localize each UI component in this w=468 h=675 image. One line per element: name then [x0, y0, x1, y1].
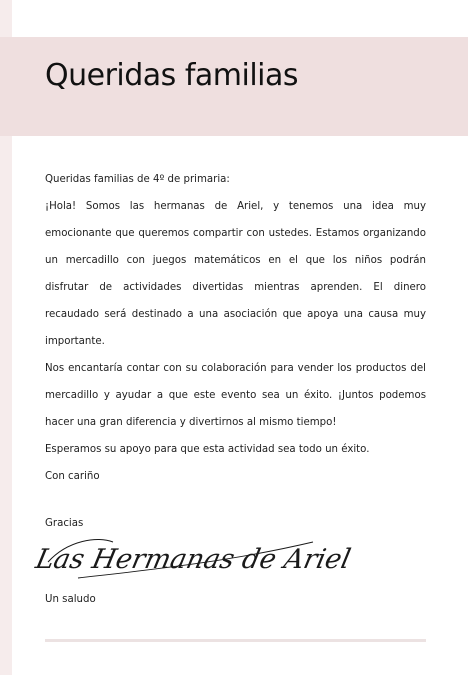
signature-text: Las Hermanas de Ariel [32, 544, 354, 575]
letter-paragraph-1: ¡Hola! Somos las hermanas de Ariel, y tenemos una idea muy emocionante que queremos compartir con ustedes. Estamos organizando un mercadillo con juegos matemáticos en el que los niños podrán disfrutar de actividades divertidas mientras aprenden. El dinero recaudado será destinado a una asociación que apoya una causa muy importante. [45, 201, 426, 347]
footer-divider [45, 639, 426, 642]
signature-graphic [32, 532, 354, 582]
letter-greeting: Queridas familias de 4º de primaria: [45, 174, 230, 185]
closing-farewell: Un saludo [45, 594, 96, 605]
handwritten-signature [32, 532, 354, 582]
page-title: Queridas familias [45, 58, 299, 93]
letter-body [45, 166, 426, 490]
letter-sign-off: Con cariño [45, 471, 100, 482]
letter-paragraph-2: Nos encantaría contar con su colaboración para vender los productos del mercadillo y ayudar a que este evento sea un éxito. ¡Juntos podemos hacer una gran diferencia y divertirnos al mismo tiempo! [45, 363, 426, 428]
closing-thanks: Gracias [45, 518, 84, 529]
letter-paragraph-3: Esperamos su apoyo para que esta actividad sea todo un éxito. [45, 444, 370, 455]
